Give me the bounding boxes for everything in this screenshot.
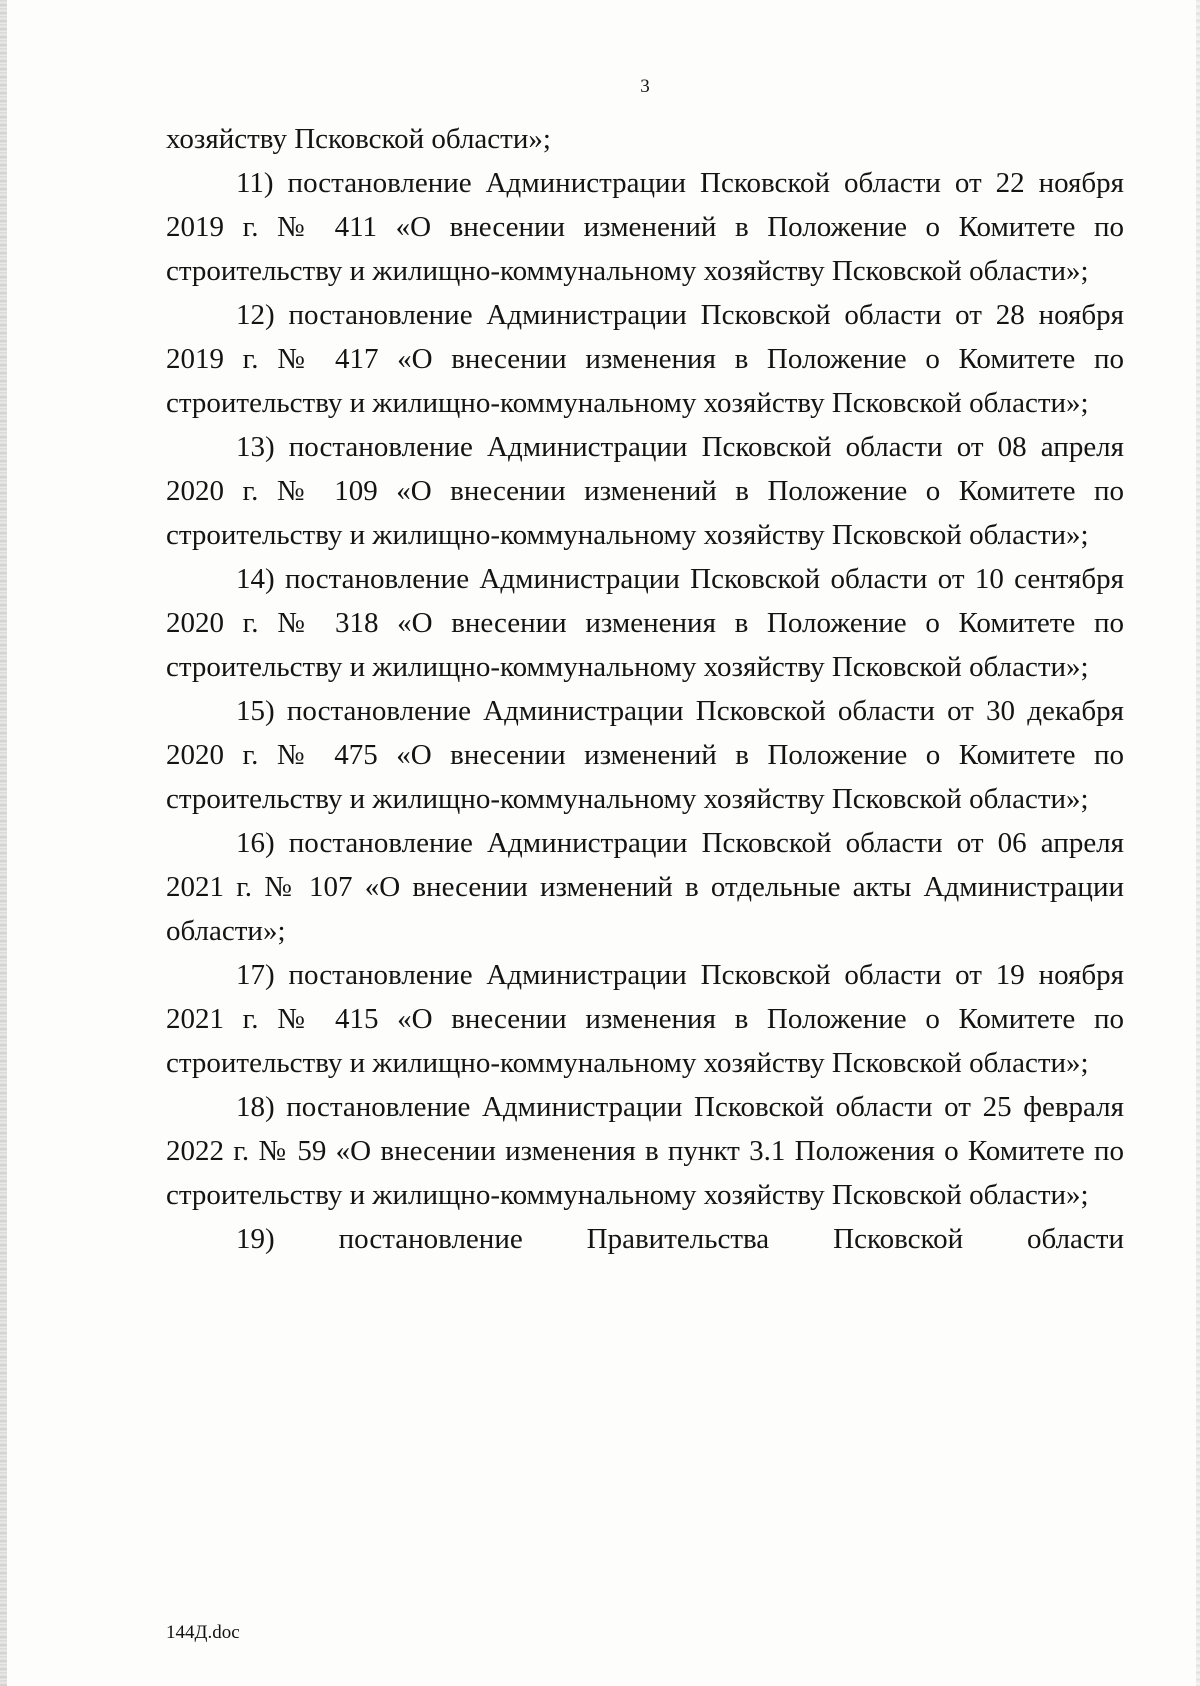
list-item-17: 17) постановление Администрации Псковской области от 19 ноября 2021 г. № 415 «О внесении изменения в Положение о Комитете по строительству и жилищно-коммунальному хозяйству Псковской области»;	[166, 959, 1124, 1079]
list-item-16: 16) постановление Администрации Псковской области от 06 апреля 2021 г. № 107 «О внесении изменений в отдельные акты Администрации области»;	[166, 827, 1124, 947]
document-body	[166, 117, 1124, 1261]
list-item-18: 18) постановление Администрации Псковской области от 25 февраля 2022 г. № 59 «О внесении изменения в пункт 3.1 Положения о Комитете по строительству и жилищно-коммунальному хозяйству Псковской области»;	[166, 1091, 1124, 1211]
list-item-11: 11) постановление Администрации Псковской области от 22 ноября 2019 г. № 411 «О внесении изменений в Положение о Комитете по строительству и жилищно-коммунальному хозяйству Псковской области»;	[166, 167, 1124, 287]
list-item-15: 15) постановление Администрации Псковской области от 30 декабря 2020 г. № 475 «О внесении изменений в Положение о Комитете по строительству и жилищно-коммунальному хозяйству Псковской области»;	[166, 695, 1124, 815]
scan-edge-left	[0, 0, 7, 1686]
paragraph-continuation: хозяйству Псковской области»;	[166, 123, 551, 155]
list-item-19: 19) постановление Правительства Псковской области	[236, 1223, 1124, 1255]
scan-edge-right	[1196, 0, 1200, 1686]
list-item-12: 12) постановление Администрации Псковской области от 28 ноября 2019 г. № 417 «О внесении изменения в Положение о Комитете по строительству и жилищно-коммунальному хозяйству Псковской области»;	[166, 299, 1124, 419]
footer-filename: 144Д.doc	[166, 1622, 240, 1643]
page-number: 3	[640, 76, 650, 97]
list-item-13: 13) постановление Администрации Псковской области от 08 апреля 2020 г. № 109 «О внесении изменений в Положение о Комитете по строительству и жилищно-коммунальному хозяйству Псковской области»;	[166, 431, 1124, 551]
list-item-14: 14) постановление Администрации Псковской области от 10 сентября 2020 г. № 318 «О внесении изменения в Положение о Комитете по строительству и жилищно-коммунальному хозяйству Псковской области»;	[166, 563, 1124, 683]
